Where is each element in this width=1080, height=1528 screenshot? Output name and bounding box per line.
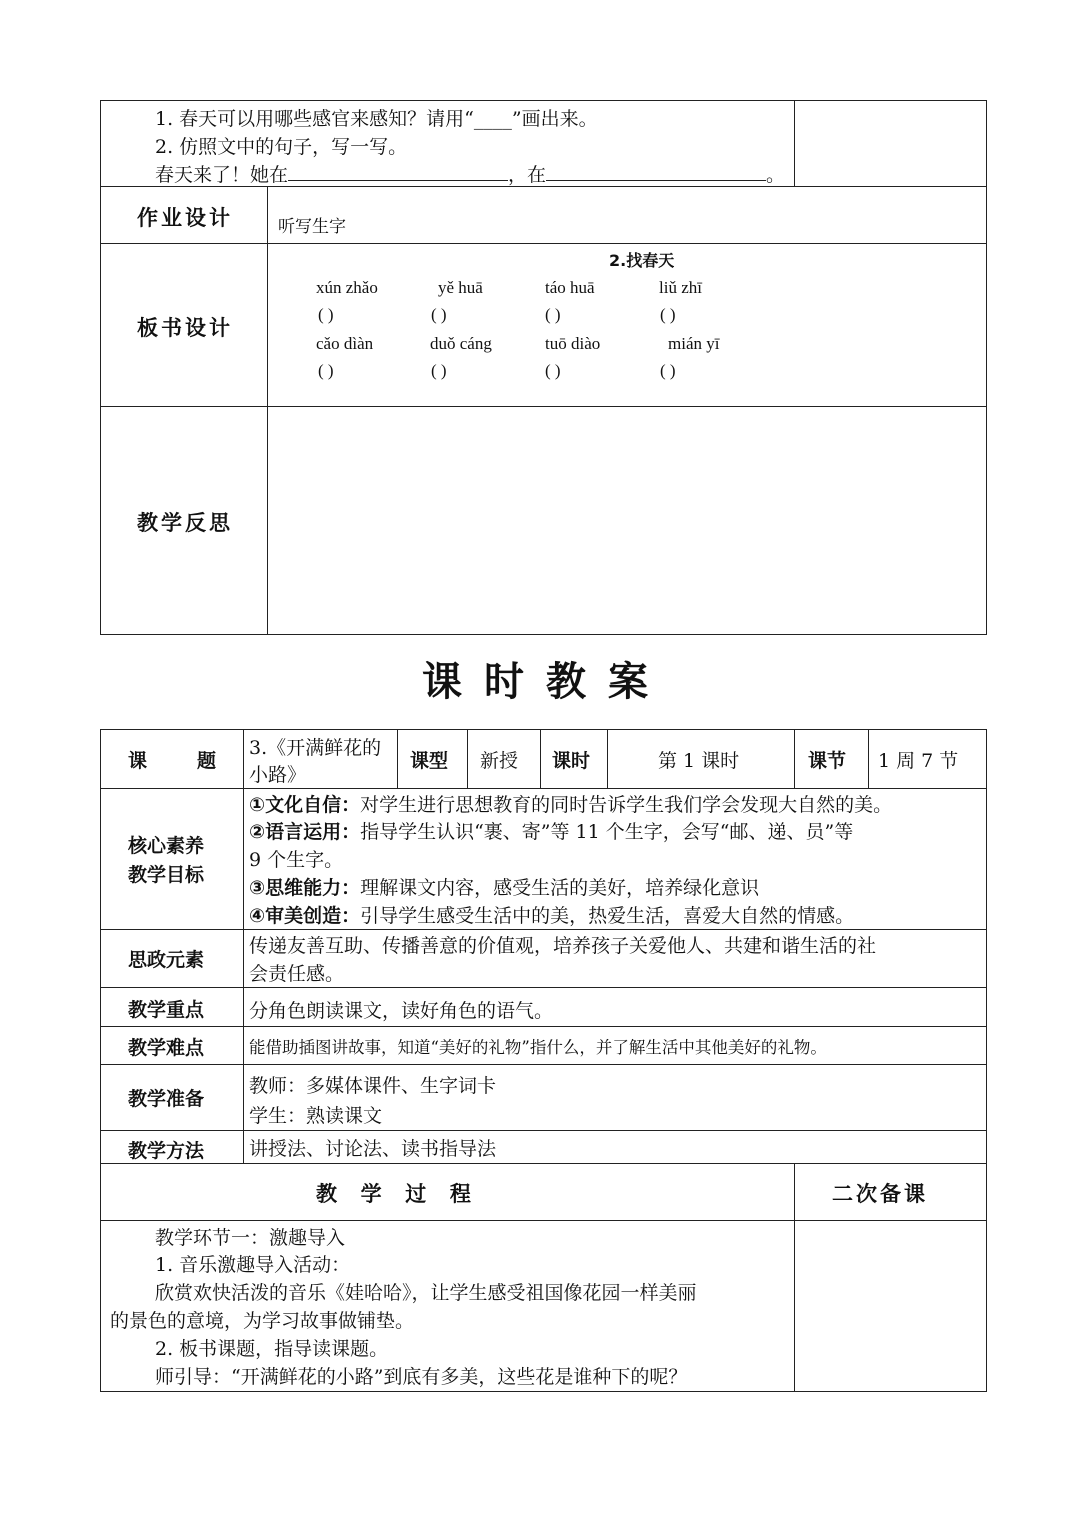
process-line-5: 2. 板书课题，指导读课题。 — [155, 1338, 389, 1360]
process-line-4: 的景色的意境，为学习故事做铺垫。 — [110, 1310, 415, 1332]
t2-r1-v7 — [868, 729, 869, 788]
key-value: 分角色朗读课文，读好角色的语气。 — [249, 1000, 554, 1022]
blank-r2-c1: ( ) — [318, 361, 334, 380]
table-1-right-divider — [794, 100, 795, 186]
blank-r1-c1: ( ) — [318, 305, 334, 324]
t2-row-divider-1 — [100, 788, 987, 789]
blank-r1-c4: ( ) — [660, 305, 676, 324]
blank-r1-c2: ( ) — [431, 305, 447, 324]
table-1-row-divider-3 — [100, 406, 987, 407]
key-label: 教学重点 — [128, 999, 205, 1021]
ideology-line-2: 会责任感。 — [249, 963, 345, 985]
t2-r1-v3 — [467, 729, 468, 788]
process-line-1: 教学环节一：激趣导入 — [155, 1227, 346, 1249]
t2-r1-v5 — [607, 729, 608, 788]
prep-line-1: 教师：多媒体课件、生字词卡 — [249, 1075, 497, 1097]
pinyin-r1-c4: liǔ zhī — [659, 278, 702, 297]
process-line-3: 欣赏欢快活泼的音乐《娃哈哈》，让学生感受祖国像花园一样美丽 — [155, 1282, 697, 1304]
board-title: 2.找春天 — [609, 251, 675, 270]
ideology-line-1: 传递友善互助、传播善意的价值观，培养孩子关爱他人、共建和谐生活的社 — [249, 935, 877, 957]
t2-r1-v4 — [540, 729, 541, 788]
core-line-3: 9 个生字。 — [249, 849, 344, 871]
blank-r2-c3: ( ) — [545, 361, 561, 380]
t2-r1-v6 — [794, 729, 795, 788]
t2-row-divider-4 — [100, 1026, 987, 1027]
pinyin-r2-c1: cǎo dìàn — [316, 334, 374, 353]
exercise-line-3: 春天来了！她在 ，在 。 — [155, 164, 786, 186]
pinyin-r2-c3: tuō diào — [545, 334, 601, 353]
blank-r2-c4: ( ) — [660, 361, 676, 380]
page-title: 课时教案 — [422, 659, 670, 705]
prep-line-2: 学生：熟读课文 — [249, 1105, 383, 1127]
exercise-line-2: 2. 仿照文中的句子，写一写。 — [155, 136, 408, 158]
board-label: 板书设计 — [137, 316, 233, 340]
core-line-4: ③思维能力：理解课文内容，感受生活的美好，培养绿化意识 — [249, 877, 760, 899]
t2-row-divider-8 — [100, 1220, 987, 1221]
difficulty-value: 能借助插图讲故事，知道“美好的礼物”指什么，并了解生活中其他美好的礼物。 — [249, 1038, 827, 1057]
type-label: 课型 — [410, 750, 449, 772]
t2-row-divider-2 — [100, 929, 987, 930]
prep-label: 教学准备 — [128, 1088, 205, 1110]
second-prep-header: 二次备课 — [832, 1182, 928, 1206]
type-value: 新授 — [480, 750, 519, 772]
t2-label-divider — [243, 788, 244, 1163]
blank-r2-c2: ( ) — [431, 361, 447, 380]
t2-row-divider-6 — [100, 1130, 987, 1131]
method-value: 讲授法、讨论法、读书指导法 — [249, 1138, 497, 1160]
core-line-2: ②语言运用：指导学生认识“裹、寄”等 11 个生字，会写“邮、递、员”等 — [249, 821, 854, 843]
homework-content: 听写生字 — [278, 217, 346, 237]
topic-label: 课 题 — [128, 750, 219, 772]
t2-process-divider — [794, 1163, 795, 1392]
core-line-1: ①文化自信：对学生进行思想教育的同时告诉学生我们学会发现大自然的美。 — [249, 794, 893, 816]
t2-row-divider-7 — [100, 1163, 987, 1164]
process-header: 教 学 过 程 — [316, 1182, 474, 1206]
ideology-label: 思政元素 — [128, 949, 205, 971]
t2-row-divider-5 — [100, 1064, 987, 1065]
section-value: 1 周 7 节 — [878, 750, 959, 772]
t2-r1-v1 — [243, 729, 244, 788]
t2-r1-v2 — [397, 729, 398, 788]
pinyin-r1-c1: xún zhǎo — [316, 278, 378, 297]
topic-value-line-2: 小路》 — [249, 764, 307, 786]
process-line-2: 1. 音乐激趣导入活动： — [155, 1254, 351, 1276]
pinyin-r2-c4: mián yī — [668, 334, 720, 353]
process-line-6: 师引导：“开满鲜花的小路”到底有多美，这些花是谁种下的呢？ — [155, 1366, 688, 1388]
blank-r1-c3: ( ) — [545, 305, 561, 324]
period-label: 课时 — [552, 750, 591, 772]
table-1-label-divider — [267, 186, 268, 635]
pinyin-r1-c3: táo huā — [545, 278, 595, 297]
difficulty-label: 教学难点 — [128, 1037, 205, 1059]
homework-label: 作业设计 — [137, 206, 233, 230]
period-value: 第 1 课时 — [658, 750, 740, 772]
core-label-2: 教学目标 — [128, 864, 205, 886]
pinyin-r2-c2: duǒ cáng — [430, 334, 492, 353]
core-line-5: ④审美创造：引导学生感受生活中的美，热爱生活，喜爱大自然的情感。 — [249, 905, 855, 927]
core-label-1: 核心素养 — [128, 835, 205, 857]
section-label: 课节 — [808, 750, 847, 772]
pinyin-r1-c2: yě huā — [438, 278, 483, 297]
reflection-label: 教学反思 — [137, 511, 233, 535]
method-label: 教学方法 — [128, 1140, 205, 1162]
table-1-row-divider-2 — [100, 243, 987, 244]
exercise-line-1: 1. 春天可以用哪些感官来感知？请用“____”画出来。 — [155, 108, 598, 130]
t2-row-divider-3 — [100, 987, 987, 988]
topic-value-line-1: 3.《开满鲜花的 — [249, 737, 382, 759]
